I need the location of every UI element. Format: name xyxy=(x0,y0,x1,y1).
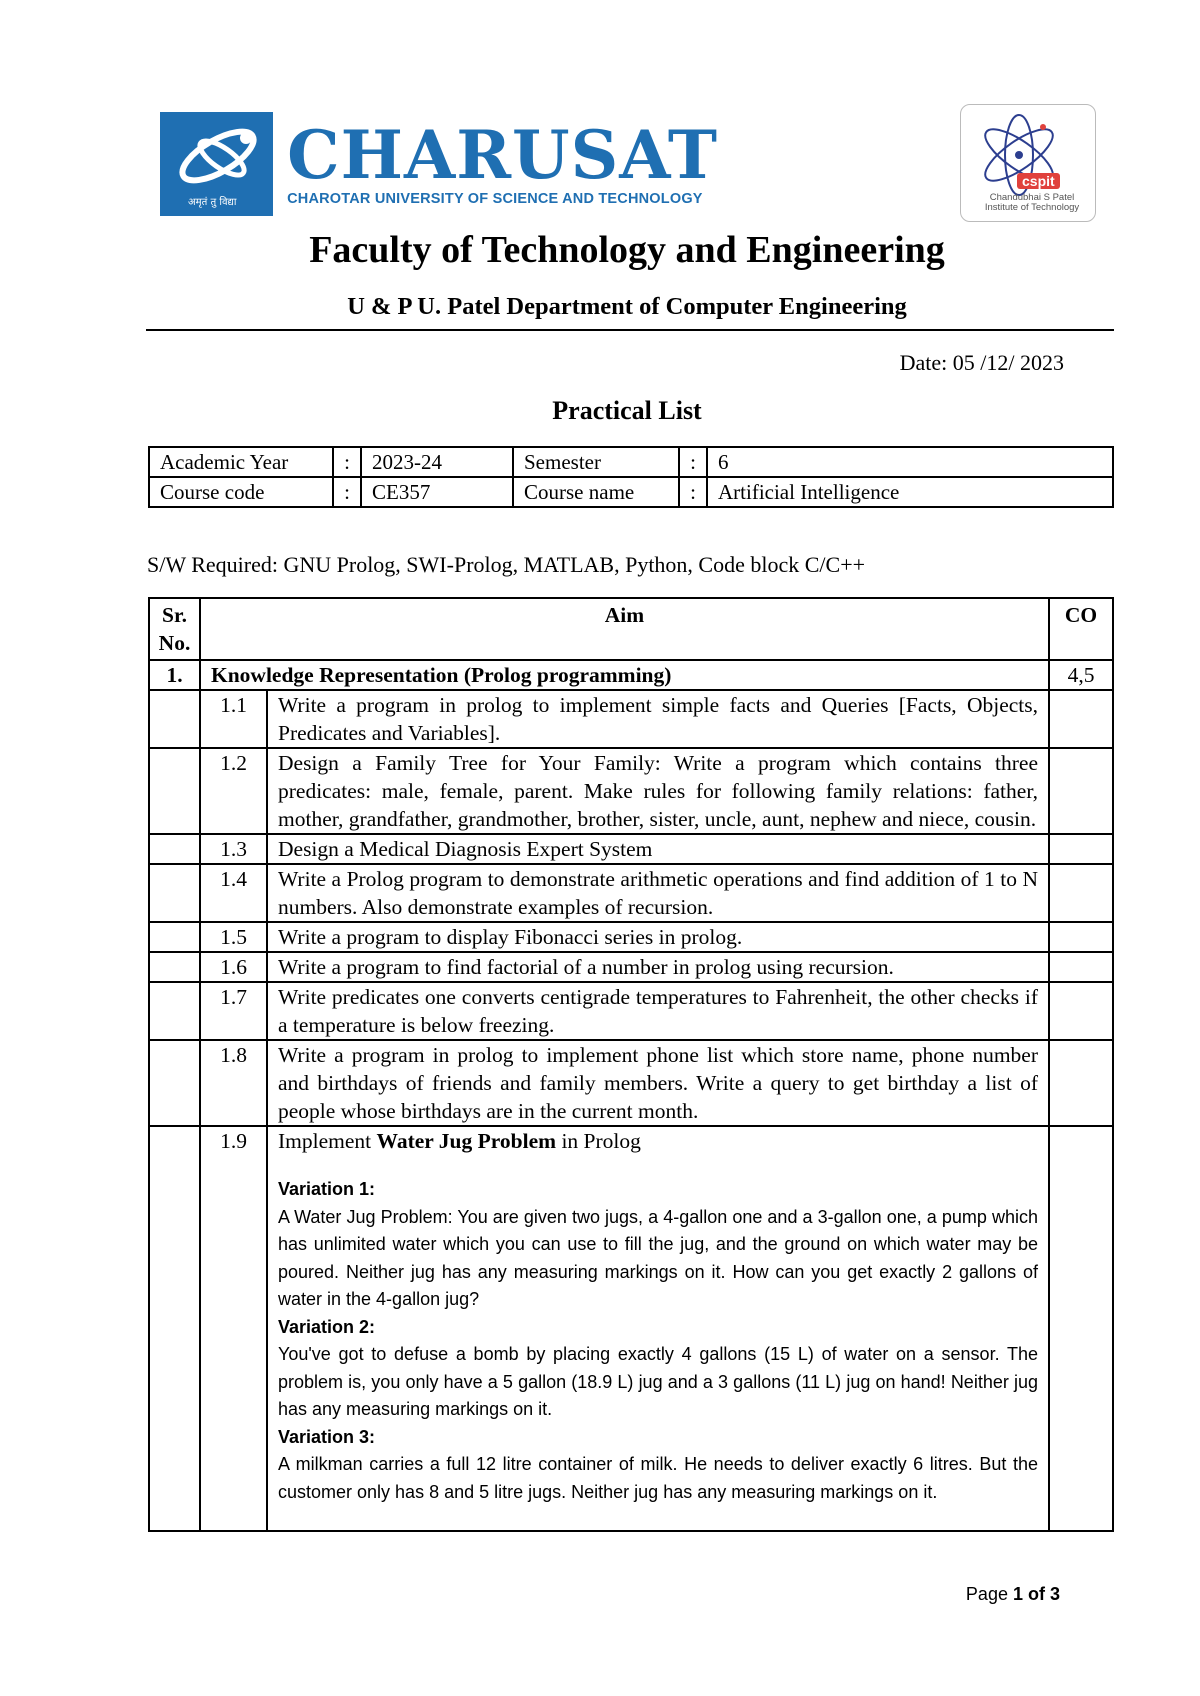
semester-value: 6 xyxy=(707,447,1113,477)
department-title: U & P U. Patel Department of Computer Engineering xyxy=(347,293,907,320)
course-name-value: Artificial Intelligence xyxy=(707,477,1113,507)
empty-cell xyxy=(1049,690,1113,748)
empty-cell xyxy=(149,922,200,952)
empty-cell xyxy=(149,748,200,834)
row-aim: Write a program to display Fibonacci series in prolog. xyxy=(267,922,1049,952)
course-name-label: Course name xyxy=(513,477,679,507)
emblem-motto: अमृतं तु विद्या xyxy=(188,197,237,208)
table-row xyxy=(149,690,1113,748)
water-jug-heading xyxy=(278,1127,1038,1155)
section-row xyxy=(149,660,1113,690)
row-aim: Write a program in prolog to implement phone list which store name, phone number and birthdays of friends and family members. Write a query to get birthday a list of people whose birthdays are in the current month. xyxy=(267,1040,1049,1126)
semester-label: Semester xyxy=(513,447,679,477)
aim-suffix: in Prolog xyxy=(556,1129,641,1153)
academic-year-label: Academic Year xyxy=(149,447,333,477)
cspit-caption-line2: Institute of Technology xyxy=(984,202,1080,213)
table-row xyxy=(149,922,1113,952)
empty-cell xyxy=(1049,1126,1113,1531)
empty-cell xyxy=(1049,864,1113,922)
cspit-word: cspit xyxy=(1017,173,1060,189)
variation-1-label: Variation 1: xyxy=(278,1179,376,1199)
header-divider xyxy=(146,329,1114,331)
row-number: 1.9 xyxy=(200,1126,267,1531)
variation-1-text: A Water Jug Problem: You are given two jugs, a 4-gallon one and a 3-gallon one, a pump which has unlimited water which you can use to fill the jug, and the ground on which water may be poured. Neither jug has any measuring markings on it. How can you get exactly 2 gallons of water in the 4-gallon jug? xyxy=(278,1206,1038,1309)
variation-3-label: Variation 3: xyxy=(278,1426,376,1447)
colon: : xyxy=(679,477,707,507)
info-row-year xyxy=(149,447,1113,477)
charusat-logo xyxy=(160,112,718,216)
software-required: S/W Required: GNU Prolog, SWI-Prolog, MATLAB, Python, Code block C/C++ xyxy=(147,552,866,577)
empty-cell xyxy=(1049,952,1113,982)
empty-cell xyxy=(1049,922,1113,952)
course-code-value: CE357 xyxy=(361,477,513,507)
cspit-caption xyxy=(973,193,1091,213)
table-row xyxy=(149,1040,1113,1126)
practical-table xyxy=(148,597,1114,1532)
row-aim: Write a program to find factorial of a number in prolog using recursion. xyxy=(267,952,1049,982)
empty-cell xyxy=(149,952,200,982)
table-row-water-jug xyxy=(149,1126,1113,1531)
water-jug-aim xyxy=(267,1126,1049,1531)
table-header-row xyxy=(149,598,1113,660)
page-total: 3 xyxy=(1049,1584,1060,1604)
table-row xyxy=(149,748,1113,834)
section-title: Knowledge Representation (Prolog programming) xyxy=(200,660,1049,690)
variation-3-text: A milkman carries a full 12 litre container of milk. He needs to deliver exactly 6 litres. But the customer only has 8 and 5 litre jugs. Neither jug has any measuring markings on it. xyxy=(278,1454,1038,1502)
page-current: 1 xyxy=(1012,1584,1023,1604)
page-number xyxy=(966,1584,1060,1605)
page-of: of xyxy=(1022,1584,1050,1604)
header-co: CO xyxy=(1049,598,1113,660)
faculty-title: Faculty of Technology and Engineering xyxy=(309,229,945,271)
empty-cell xyxy=(1049,982,1113,1040)
cspit-caption-line1: Chandubhai S Patel xyxy=(989,192,1075,203)
aim-bold: Water Jug Problem xyxy=(376,1129,557,1153)
course-code-label: Course code xyxy=(149,477,333,507)
empty-cell xyxy=(149,982,200,1040)
academic-year-value: 2023-24 xyxy=(361,447,513,477)
row-aim: Write predicates one converts centigrade temperatures to Fahrenheit, the other checks if a temperature is below freezing. xyxy=(267,982,1049,1040)
empty-cell xyxy=(1049,834,1113,864)
variation-2-text: You've got to defuse a bomb by placing exactly 4 gallons (15 L) of water on a sensor. The problem is, you only have a 5 gallon (18.9 L) jug and a 3 gallons (11 L) jug on hand! Neither jug has any measuring markings on it. xyxy=(278,1344,1038,1419)
document-date: Date: 05 /12/ 2023 xyxy=(899,350,1064,375)
table-row xyxy=(149,834,1113,864)
row-number: 1.1 xyxy=(200,690,267,748)
section-co: 4,5 xyxy=(1049,660,1113,690)
row-number: 1.8 xyxy=(200,1040,267,1126)
row-number: 1.7 xyxy=(200,982,267,1040)
colon: : xyxy=(333,447,361,477)
header-sr-no: Sr. No. xyxy=(149,598,200,660)
university-full-name: CHAROTAR UNIVERSITY OF SCIENCE AND TECHNOLOGY xyxy=(287,191,703,207)
row-number: 1.4 xyxy=(200,864,267,922)
empty-cell xyxy=(149,834,200,864)
cspit-logo xyxy=(960,104,1096,222)
empty-cell xyxy=(149,864,200,922)
row-aim: Design a Medical Diagnosis Expert System xyxy=(267,834,1049,864)
empty-cell xyxy=(149,690,200,748)
course-info-table xyxy=(148,446,1114,508)
empty-cell xyxy=(149,1126,200,1531)
page-title: Practical List xyxy=(552,396,702,425)
section-number: 1. xyxy=(149,660,200,690)
colon: : xyxy=(333,477,361,507)
row-aim: Write a program in prolog to implement simple facts and Queries [Facts, Objects, Predicates and Variables]. xyxy=(267,690,1049,748)
empty-cell xyxy=(149,1040,200,1126)
row-number: 1.6 xyxy=(200,952,267,982)
colon: : xyxy=(679,447,707,477)
row-number: 1.2 xyxy=(200,748,267,834)
table-row xyxy=(149,982,1113,1040)
table-row xyxy=(149,864,1113,922)
row-aim: Write a Prolog program to demonstrate arithmetic operations and find addition of 1 to N numbers. Also demonstrate examples of recursion. xyxy=(267,864,1049,922)
row-number: 1.3 xyxy=(200,834,267,864)
university-name: CHARUSAT xyxy=(287,116,718,194)
empty-cell xyxy=(1049,748,1113,834)
table-row xyxy=(149,952,1113,982)
row-aim: Design a Family Tree for Your Family: Write a program which contains three predicates: male, female, parent. Make rules for following family relations: father, mother, grandfather, grandmother, brother, sister, uncle, aunt, nephew and niece, cousin. xyxy=(267,748,1049,834)
charusat-emblem-icon xyxy=(160,112,273,216)
aim-prefix: Implement xyxy=(278,1129,377,1153)
row-number: 1.5 xyxy=(200,922,267,952)
info-row-course xyxy=(149,477,1113,507)
page-prefix: Page xyxy=(965,1584,1013,1604)
variations xyxy=(278,1176,1038,1506)
header-aim: Aim xyxy=(200,598,1049,660)
empty-cell xyxy=(1049,1040,1113,1126)
variation-2-label: Variation 2: xyxy=(278,1316,376,1337)
